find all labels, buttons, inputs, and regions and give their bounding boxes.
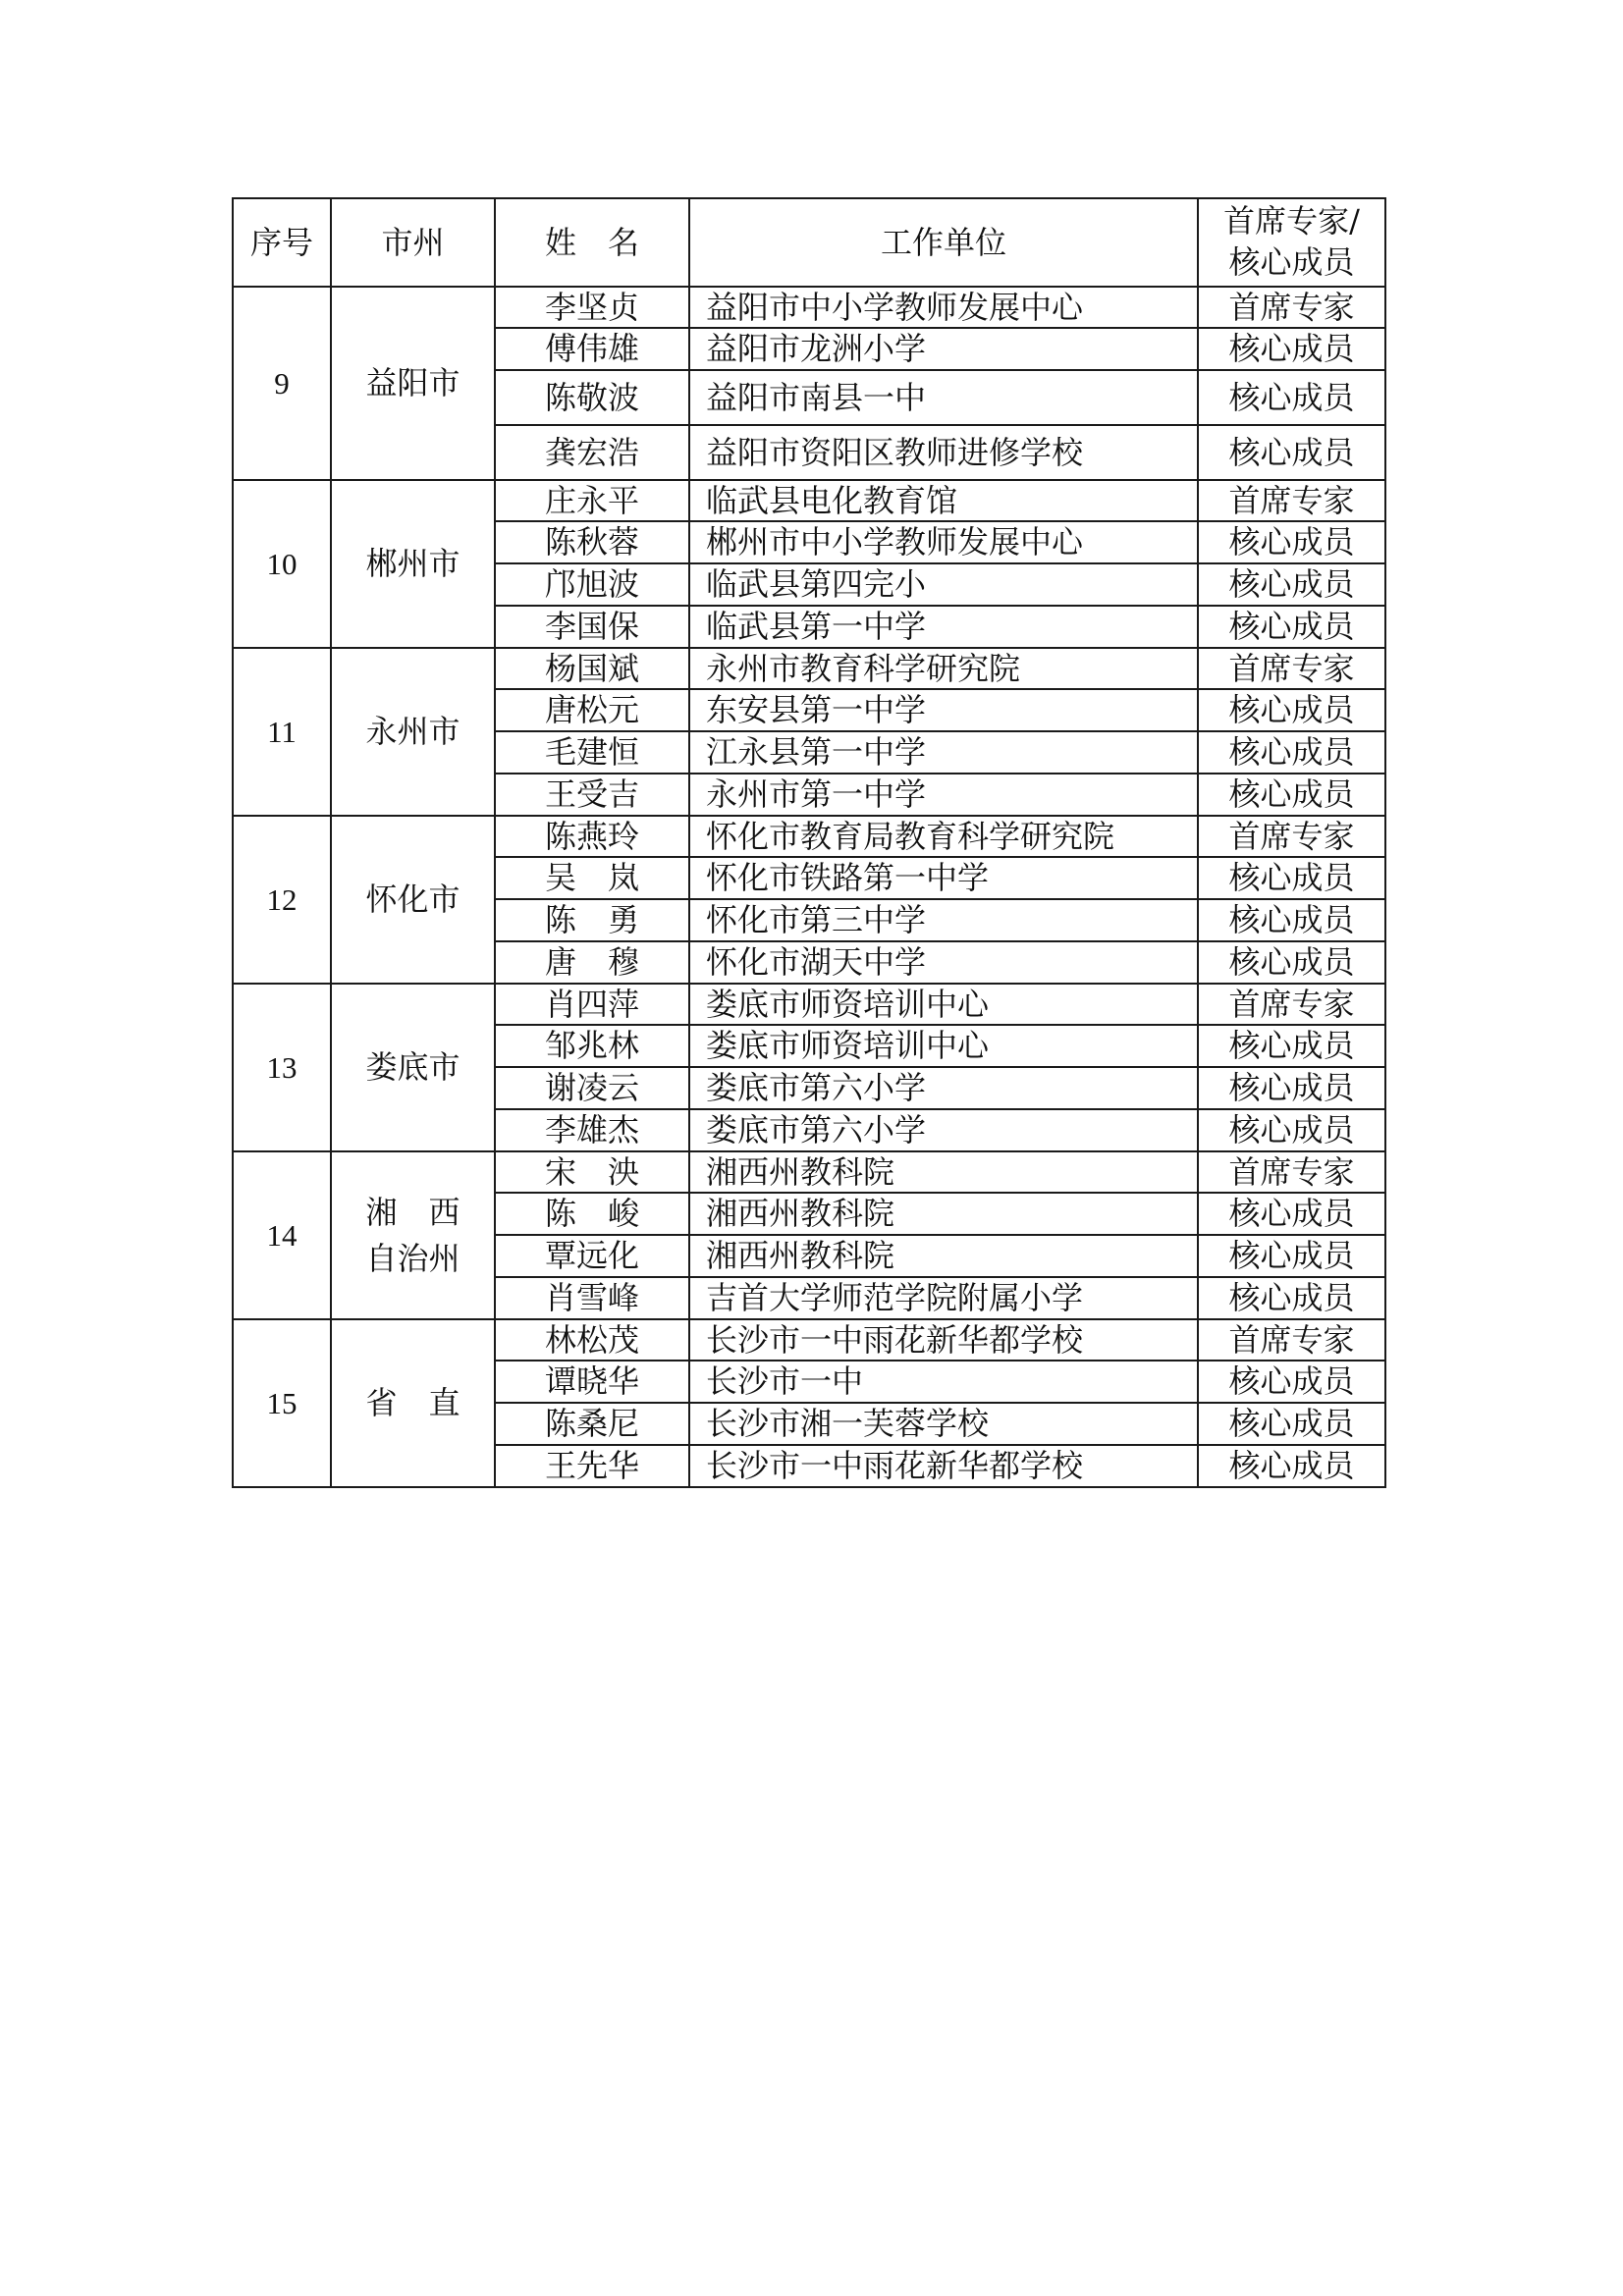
member-name: 吴 岚: [495, 857, 689, 899]
member-name: 肖雪峰: [495, 1277, 689, 1319]
member-work-unit: 怀化市第三中学: [689, 899, 1198, 941]
member-work-unit: 临武县第四完小: [689, 563, 1198, 606]
header-role-line1: 首席专家/: [1223, 202, 1360, 240]
member-role: 首席专家: [1198, 648, 1385, 689]
member-work-unit: 湘西州教科院: [689, 1235, 1198, 1277]
member-work-unit: 长沙市一中: [689, 1361, 1198, 1403]
member-name: 陈桑尼: [495, 1403, 689, 1445]
member-name: 陈 峻: [495, 1193, 689, 1235]
member-work-unit: 娄底市师资培训中心: [689, 1025, 1198, 1067]
member-work-unit: 临武县第一中学: [689, 606, 1198, 648]
member-role: 核心成员: [1198, 857, 1385, 899]
group-serial-number: 13: [233, 984, 331, 1151]
member-name: 李坚贞: [495, 287, 689, 328]
member-work-unit: 东安县第一中学: [689, 689, 1198, 731]
group-serial-number: 15: [233, 1319, 331, 1487]
member-name: 覃远化: [495, 1235, 689, 1277]
member-role: 核心成员: [1198, 689, 1385, 731]
member-role: 首席专家: [1198, 1319, 1385, 1361]
header-role-line2: 核心成员: [1228, 243, 1355, 281]
member-role: 核心成员: [1198, 606, 1385, 648]
table-row: [233, 648, 1385, 689]
member-work-unit: 怀化市教育局教育科学研究院: [689, 816, 1198, 857]
member-name: 陈燕玲: [495, 816, 689, 857]
member-role: 核心成员: [1198, 1067, 1385, 1109]
member-work-unit: 长沙市湘一芙蓉学校: [689, 1403, 1198, 1445]
header-work-unit: 工作单位: [689, 198, 1198, 287]
member-role: 核心成员: [1198, 328, 1385, 370]
group-serial-number: 9: [233, 287, 331, 480]
member-work-unit: 永州市教育科学研究院: [689, 648, 1198, 689]
member-work-unit: 益阳市龙洲小学: [689, 328, 1198, 370]
member-name: 陈 勇: [495, 899, 689, 941]
member-role: 核心成员: [1198, 370, 1385, 425]
member-work-unit: 怀化市湖天中学: [689, 941, 1198, 984]
table-row: [233, 816, 1385, 857]
member-work-unit: 娄底市第六小学: [689, 1109, 1198, 1151]
member-work-unit: 永州市第一中学: [689, 774, 1198, 816]
table-body: [233, 287, 1385, 1487]
group-serial-number: 14: [233, 1151, 331, 1319]
group-city: 益阳市: [331, 287, 495, 480]
group-city: 怀化市: [331, 816, 495, 984]
member-name: 王先华: [495, 1445, 689, 1487]
member-role: 核心成员: [1198, 521, 1385, 563]
member-role: 核心成员: [1198, 1109, 1385, 1151]
member-name: 王受吉: [495, 774, 689, 816]
member-name: 邹兆林: [495, 1025, 689, 1067]
member-role: 首席专家: [1198, 480, 1385, 521]
member-name: 龚宏浩: [495, 425, 689, 480]
table-header: [233, 198, 1385, 287]
member-name: 李雄杰: [495, 1109, 689, 1151]
table-row: [233, 1319, 1385, 1361]
member-work-unit: 益阳市南县一中: [689, 370, 1198, 425]
member-role: 核心成员: [1198, 1193, 1385, 1235]
table-row: [233, 480, 1385, 521]
member-work-unit: 湘西州教科院: [689, 1193, 1198, 1235]
header-name: 姓 名: [495, 198, 689, 287]
group-city: 省 直: [331, 1319, 495, 1487]
member-name: 谢凌云: [495, 1067, 689, 1109]
member-work-unit: 长沙市一中雨花新华都学校: [689, 1319, 1198, 1361]
member-role: 核心成员: [1198, 1025, 1385, 1067]
member-role: 核心成员: [1198, 1445, 1385, 1487]
member-role: 核心成员: [1198, 731, 1385, 774]
group-serial-number: 10: [233, 480, 331, 648]
member-role: 首席专家: [1198, 1151, 1385, 1193]
header-serial-number: 序号: [233, 198, 331, 287]
member-work-unit: 郴州市中小学教师发展中心: [689, 521, 1198, 563]
table-row: [233, 984, 1385, 1025]
member-name: 林松茂: [495, 1319, 689, 1361]
member-role: 核心成员: [1198, 1277, 1385, 1319]
member-work-unit: 益阳市资阳区教师进修学校: [689, 425, 1198, 480]
member-work-unit: 吉首大学师范学院附属小学: [689, 1277, 1198, 1319]
member-name: 傅伟雄: [495, 328, 689, 370]
member-role: 核心成员: [1198, 1361, 1385, 1403]
member-name: 李国保: [495, 606, 689, 648]
member-role: 核心成员: [1198, 774, 1385, 816]
member-role: 核心成员: [1198, 1235, 1385, 1277]
member-work-unit: 长沙市一中雨花新华都学校: [689, 1445, 1198, 1487]
member-name: 肖四萍: [495, 984, 689, 1025]
member-role: 首席专家: [1198, 287, 1385, 328]
member-name: 毛建恒: [495, 731, 689, 774]
member-role: 核心成员: [1198, 899, 1385, 941]
header-role: [1198, 198, 1385, 287]
member-name: 邝旭波: [495, 563, 689, 606]
member-work-unit: 江永县第一中学: [689, 731, 1198, 774]
member-name: 唐 穆: [495, 941, 689, 984]
group-city: 湘 西 自治州: [331, 1151, 495, 1319]
member-work-unit: 临武县电化教育馆: [689, 480, 1198, 521]
member-name: 陈秋蓉: [495, 521, 689, 563]
group-serial-number: 12: [233, 816, 331, 984]
member-role: 首席专家: [1198, 816, 1385, 857]
member-role: 核心成员: [1198, 941, 1385, 984]
member-work-unit: 益阳市中小学教师发展中心: [689, 287, 1198, 328]
member-work-unit: 娄底市第六小学: [689, 1067, 1198, 1109]
member-name: 庄永平: [495, 480, 689, 521]
member-work-unit: 怀化市铁路第一中学: [689, 857, 1198, 899]
member-name: 唐松元: [495, 689, 689, 731]
member-name: 谭晓华: [495, 1361, 689, 1403]
header-city: 市州: [331, 198, 495, 287]
table-row: [233, 287, 1385, 328]
header-row: [233, 198, 1385, 287]
member-name: 宋 泱: [495, 1151, 689, 1193]
member-work-unit: 湘西州教科院: [689, 1151, 1198, 1193]
member-name: 杨国斌: [495, 648, 689, 689]
member-role: 核心成员: [1198, 425, 1385, 480]
group-city: 郴州市: [331, 480, 495, 648]
table-row: [233, 1151, 1385, 1193]
group-serial-number: 11: [233, 648, 331, 816]
member-name: 陈敬波: [495, 370, 689, 425]
expert-roster-table: [232, 197, 1386, 1488]
member-work-unit: 娄底市师资培训中心: [689, 984, 1198, 1025]
group-city: 永州市: [331, 648, 495, 816]
group-city: 娄底市: [331, 984, 495, 1151]
member-role: 核心成员: [1198, 563, 1385, 606]
member-role: 首席专家: [1198, 984, 1385, 1025]
member-role: 核心成员: [1198, 1403, 1385, 1445]
